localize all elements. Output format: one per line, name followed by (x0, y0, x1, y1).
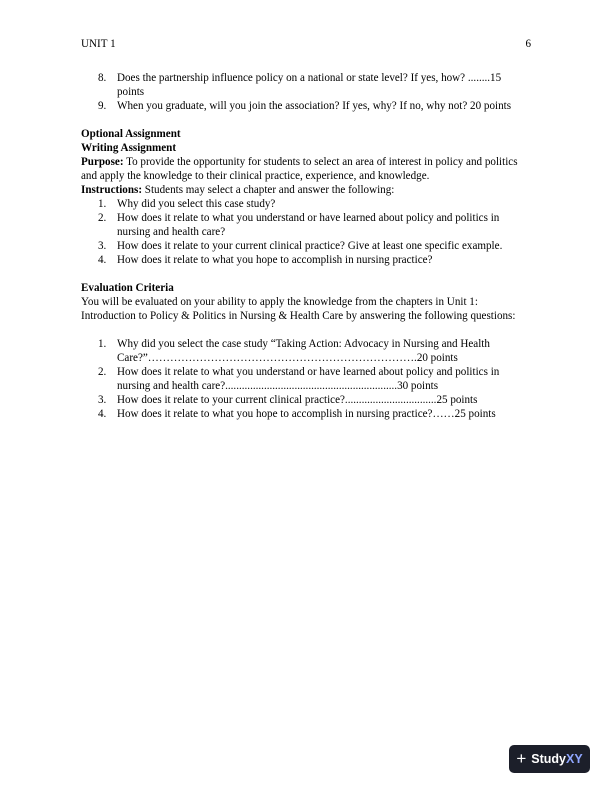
item-number: 1. (98, 198, 107, 210)
list-item (81, 337, 531, 365)
item-number: 4. (98, 254, 107, 266)
item-number: 9. (98, 100, 107, 112)
item-text: Why did you select this case study? (117, 198, 276, 210)
list-item (81, 253, 531, 267)
evaluation-intro: You will be evaluated on your ability to apply the knowledge from the chapters in Unit 1: Introduction to Policy & Politics in Nursing & Health Care by answering the following questions: (81, 296, 516, 322)
item-text: How does it relate to your current clinical practice?.................................25 points (117, 394, 478, 406)
item-number: 3. (98, 240, 107, 252)
list-item (81, 407, 531, 421)
studyxy-badge[interactable] (509, 745, 590, 773)
evaluation-criteria-heading: Evaluation Criteria (81, 282, 174, 294)
document-body (81, 71, 531, 421)
item-number: 2. (98, 212, 107, 224)
instructions-paragraph (81, 183, 531, 197)
list-item (81, 393, 531, 407)
item-text: How does it relate to what you hope to accomplish in nursing practice?……25 points (117, 408, 496, 420)
list-item (81, 99, 531, 113)
writing-assignment-subheading: Writing Assignment (81, 142, 177, 154)
item-number: 3. (98, 394, 107, 406)
optional-questions-list (81, 197, 531, 267)
item-number: 1. (98, 338, 107, 350)
item-text: Does the partnership influence policy on a national or state level? If yes, how? ........15 points (117, 72, 502, 98)
purpose-label: Purpose: (81, 156, 124, 168)
optional-assignment-heading: Optional Assignment (81, 128, 181, 140)
page-number: 6 (525, 38, 531, 50)
instructions-text: Students may select a chapter and answer the following: (142, 184, 395, 196)
item-text: How does it relate to what you understand or have learned about policy and politics in nursing and health care? (117, 212, 500, 238)
item-text: When you graduate, will you join the association? If yes, why? If no, why not? 20 points (117, 100, 512, 112)
item-text: Why did you select the case study “Taking Action: Advocacy in Nursing and Health Care?”……………………………………………………………….20 points (117, 338, 490, 364)
item-text: How does it relate to what you understand or have learned about policy and politics in nursing and health care?..............................................................30 points (117, 366, 500, 392)
unit-label: UNIT 1 (81, 38, 116, 50)
page-header (81, 37, 531, 51)
purpose-text: To provide the opportunity for students to select an area of interest in policy and politics and apply the knowledge to their clinical practice, experience, and knowledge. (81, 156, 518, 182)
list-item (81, 365, 531, 393)
item-text: How does it relate to what you hope to accomplish in nursing practice? (117, 254, 433, 266)
item-number: 2. (98, 366, 107, 378)
item-text: How does it relate to your current clinical practice? Give at least one specific example. (117, 240, 503, 252)
list-item (81, 197, 531, 211)
top-questions-list (81, 71, 531, 113)
item-number: 8. (98, 72, 107, 84)
list-item (81, 71, 531, 99)
plus-icon: + (516, 748, 527, 768)
purpose-paragraph (81, 155, 531, 183)
item-number: 4. (98, 408, 107, 420)
instructions-label: Instructions: (81, 184, 143, 196)
list-item (81, 211, 531, 239)
list-item (81, 239, 531, 253)
brand-logo-text: StudyXY (531, 752, 583, 766)
evaluation-criteria-list (81, 337, 531, 421)
